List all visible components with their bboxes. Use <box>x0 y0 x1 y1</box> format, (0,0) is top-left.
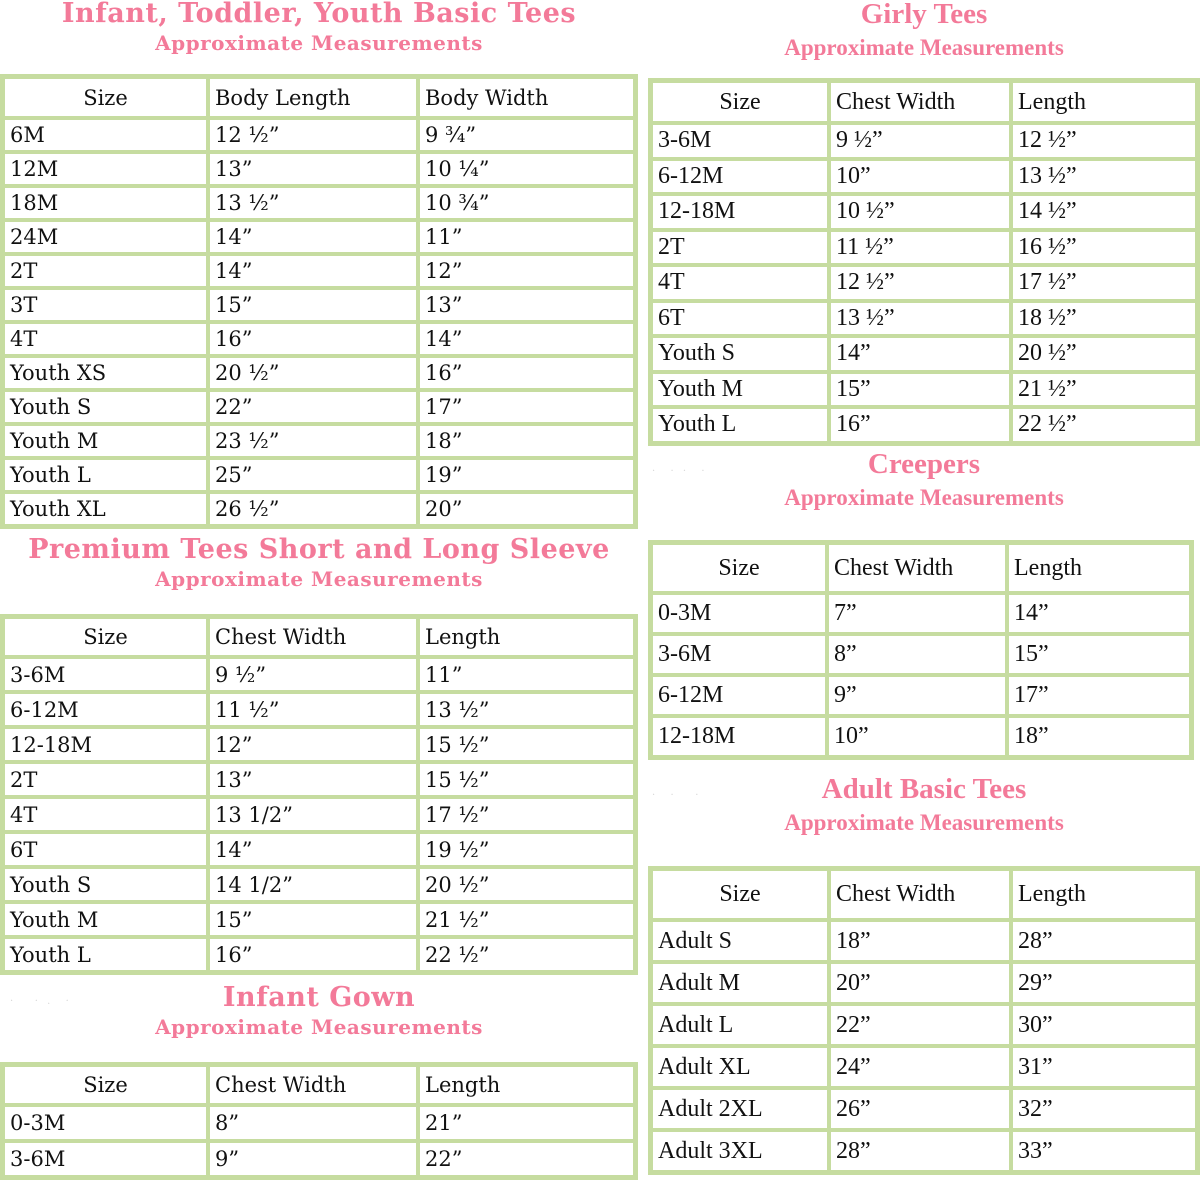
measurement-cell: 13” <box>418 288 635 322</box>
table-row <box>651 230 1197 266</box>
measurement-cell: 29” <box>1011 962 1197 1004</box>
adult-tees-subtitle: Approximate Measurements <box>784 810 1064 835</box>
measurement-cell: 19 ½” <box>418 832 635 867</box>
table-row <box>3 458 635 492</box>
measurement-cell: 12 ½” <box>829 265 1011 301</box>
basic-tees-heading <box>0 0 638 53</box>
column-header: Chest Width <box>208 617 418 657</box>
size-cell: 4T <box>3 322 208 356</box>
column-header: Size <box>651 81 829 123</box>
table-row <box>651 920 1197 962</box>
measurement-cell: 28” <box>829 1130 1011 1172</box>
measurement-cell: 14” <box>418 322 635 356</box>
measurement-cell: 9 ¾” <box>418 118 635 152</box>
measurement-cell: 13” <box>208 762 418 797</box>
measurement-cell: 10 ¾” <box>418 186 635 220</box>
size-cell: Youth L <box>3 458 208 492</box>
measurement-cell: 22” <box>418 1141 635 1177</box>
column-header: Chest Width <box>208 1065 418 1105</box>
measurement-cell: 20” <box>829 962 1011 1004</box>
size-cell: Adult 3XL <box>651 1130 829 1172</box>
measurement-cell: 15” <box>208 288 418 322</box>
size-cell: 12-18M <box>3 727 208 762</box>
measurement-cell: 17” <box>418 390 635 424</box>
size-cell: 0-3M <box>651 593 827 634</box>
measurement-cell: 14 1/2” <box>208 867 418 902</box>
size-cell: Youth S <box>3 390 208 424</box>
measurement-cell: 15” <box>1007 634 1191 675</box>
column-header: Size <box>3 617 208 657</box>
measurement-cell: 21 ½” <box>1011 372 1197 408</box>
table-row <box>651 336 1197 372</box>
measurement-cell: 10” <box>829 159 1011 195</box>
measurement-cell: 23 ½” <box>208 424 418 458</box>
creepers-title: Creepers <box>867 448 981 480</box>
measurement-cell: 17 ½” <box>418 797 635 832</box>
table-row <box>3 762 635 797</box>
measurement-cell: 14” <box>829 336 1011 372</box>
measurement-cell: 19” <box>418 458 635 492</box>
table-row <box>3 832 635 867</box>
measurement-cell: 10 ¼” <box>418 152 635 186</box>
measurement-cell: 14” <box>1007 593 1191 634</box>
measurement-cell: 15” <box>829 372 1011 408</box>
measurement-cell: 14” <box>208 254 418 288</box>
measurement-cell: 12” <box>418 254 635 288</box>
table-row <box>3 692 635 727</box>
column-header: Chest Width <box>829 869 1011 920</box>
column-header: Length <box>1011 869 1197 920</box>
premium-tees-subtitle: Approximate Measurements <box>155 567 483 591</box>
measurement-cell: 9” <box>208 1141 418 1177</box>
table-row <box>651 1004 1197 1046</box>
scan-speckle: · · · · <box>652 466 708 477</box>
table-row <box>3 254 635 288</box>
size-cell: Youth M <box>651 372 829 408</box>
table-row <box>3 867 635 902</box>
size-cell: 6T <box>651 301 829 337</box>
column-header: Size <box>3 77 208 118</box>
table-row <box>651 301 1197 337</box>
measurement-cell: 11” <box>418 657 635 692</box>
table-row <box>3 288 635 322</box>
table-row <box>3 220 635 254</box>
infant-gown-heading <box>0 984 638 1037</box>
measurement-cell: 33” <box>1011 1130 1197 1172</box>
table-row <box>3 424 635 458</box>
table-row <box>651 716 1191 757</box>
measurement-cell: 12” <box>208 727 418 762</box>
table-row <box>3 152 635 186</box>
measurement-cell: 20 ½” <box>1011 336 1197 372</box>
table-row <box>651 407 1197 443</box>
measurement-cell: 24” <box>829 1046 1011 1088</box>
size-cell: Youth L <box>651 407 829 443</box>
measurement-cell: 22 ½” <box>418 937 635 972</box>
size-cell: 2T <box>3 762 208 797</box>
size-cell: 3-6M <box>651 123 829 159</box>
size-cell: Youth M <box>3 424 208 458</box>
measurement-cell: 16” <box>829 407 1011 443</box>
size-cell: Youth L <box>3 937 208 972</box>
table-row <box>3 937 635 972</box>
measurement-cell: 11 ½” <box>208 692 418 727</box>
measurement-cell: 8” <box>208 1105 418 1141</box>
size-cell: Youth XL <box>3 492 208 526</box>
table-row <box>651 962 1197 1004</box>
measurement-cell: 18” <box>418 424 635 458</box>
size-cell: 6T <box>3 832 208 867</box>
table-row <box>3 657 635 692</box>
size-cell: Youth XS <box>3 356 208 390</box>
premium-tees-title: Premium Tees Short and Long Sleeve <box>28 534 610 565</box>
measurement-cell: 13 ½” <box>418 692 635 727</box>
measurement-cell: 11 ½” <box>829 230 1011 266</box>
basic-tees-table <box>0 74 638 529</box>
table-row <box>3 902 635 937</box>
size-cell: 3T <box>3 288 208 322</box>
size-cell: 24M <box>3 220 208 254</box>
measurement-cell: 32” <box>1011 1088 1197 1130</box>
size-cell: Adult 2XL <box>651 1088 829 1130</box>
measurement-cell: 31” <box>1011 1046 1197 1088</box>
measurement-cell: 16” <box>208 322 418 356</box>
creepers-table <box>648 540 1194 760</box>
column-header: Size <box>651 543 827 593</box>
size-cell: Youth S <box>651 336 829 372</box>
size-cell: 6M <box>3 118 208 152</box>
scan-speckle: · · · <box>652 790 702 801</box>
measurement-cell: 21 ½” <box>418 902 635 937</box>
measurement-cell: 13 ½” <box>829 301 1011 337</box>
size-cell: 18M <box>3 186 208 220</box>
adult-tees-title: Adult Basic Tees <box>821 773 1027 805</box>
size-cell: Youth M <box>3 902 208 937</box>
premium-tees-table <box>0 614 638 975</box>
measurement-cell: 20” <box>418 492 635 526</box>
measurement-cell: 15 ½” <box>418 762 635 797</box>
measurement-cell: 18” <box>829 920 1011 962</box>
premium-tees-heading <box>0 536 638 589</box>
size-cell: 6-12M <box>3 692 208 727</box>
girly-tees-subtitle: Approximate Measurements <box>784 35 1064 60</box>
table-row <box>651 1088 1197 1130</box>
measurement-cell: 14” <box>208 832 418 867</box>
measurement-cell: 21” <box>418 1105 635 1141</box>
measurement-cell: 12 ½” <box>208 118 418 152</box>
column-header: Length <box>418 617 635 657</box>
size-cell: 2T <box>651 230 829 266</box>
measurement-cell: 26” <box>829 1088 1011 1130</box>
measurement-cell: 16 ½” <box>1011 230 1197 266</box>
measurement-cell: 20 ½” <box>418 867 635 902</box>
table-row <box>3 356 635 390</box>
measurement-cell: 16” <box>208 937 418 972</box>
measurement-cell: 14 ½” <box>1011 194 1197 230</box>
measurement-cell: 9 ½” <box>829 123 1011 159</box>
adult-tees-heading <box>648 775 1200 834</box>
measurement-cell: 25” <box>208 458 418 492</box>
girly-tees-title: Girly Tees <box>860 0 988 30</box>
measurement-cell: 12 ½” <box>1011 123 1197 159</box>
table-row <box>651 634 1191 675</box>
size-cell: 6-12M <box>651 675 827 716</box>
measurement-cell: 9” <box>827 675 1007 716</box>
size-cell: 3-6M <box>651 634 827 675</box>
size-cell: 0-3M <box>3 1105 208 1141</box>
creepers-heading <box>648 450 1200 509</box>
table-row <box>3 186 635 220</box>
measurement-cell: 28” <box>1011 920 1197 962</box>
header-row <box>651 81 1197 123</box>
column-header: Length <box>1011 81 1197 123</box>
size-cell: 3-6M <box>3 657 208 692</box>
column-header: Size <box>651 869 829 920</box>
measurement-cell: 13 ½” <box>208 186 418 220</box>
header-row <box>3 1065 635 1105</box>
table-row <box>651 194 1197 230</box>
table-row <box>3 118 635 152</box>
table-row <box>3 492 635 526</box>
size-cell: Adult M <box>651 962 829 1004</box>
measurement-cell: 13 ½” <box>1011 159 1197 195</box>
table-row <box>651 1046 1197 1088</box>
table-row <box>651 265 1197 301</box>
measurement-cell: 10 ½” <box>829 194 1011 230</box>
header-row <box>3 77 635 118</box>
measurement-cell: 26 ½” <box>208 492 418 526</box>
table-row <box>3 1141 635 1177</box>
table-row <box>3 727 635 762</box>
measurement-cell: 16” <box>418 356 635 390</box>
table-row <box>3 322 635 356</box>
size-cell: 12M <box>3 152 208 186</box>
column-header: Body Length <box>208 77 418 118</box>
infant-gown-table <box>0 1062 638 1180</box>
size-cell: Adult S <box>651 920 829 962</box>
table-row <box>3 390 635 424</box>
measurement-cell: 10” <box>827 716 1007 757</box>
table-row <box>651 675 1191 716</box>
measurement-cell: 13” <box>208 152 418 186</box>
size-cell: 2T <box>3 254 208 288</box>
measurement-cell: 9 ½” <box>208 657 418 692</box>
measurement-cell: 22” <box>829 1004 1011 1046</box>
measurement-cell: 7” <box>827 593 1007 634</box>
column-header: Chest Width <box>827 543 1007 593</box>
measurement-cell: 13 1/2” <box>208 797 418 832</box>
infant-gown-title: Infant Gown <box>222 982 416 1013</box>
column-header: Chest Width <box>829 81 1011 123</box>
table-row <box>651 159 1197 195</box>
table-row <box>651 123 1197 159</box>
size-cell: Adult XL <box>651 1046 829 1088</box>
creepers-subtitle: Approximate Measurements <box>784 485 1064 510</box>
header-row <box>651 543 1191 593</box>
measurement-cell: 22 ½” <box>1011 407 1197 443</box>
measurement-cell: 30” <box>1011 1004 1197 1046</box>
measurement-cell: 8” <box>827 634 1007 675</box>
measurement-cell: 15 ½” <box>418 727 635 762</box>
column-header: Length <box>418 1065 635 1105</box>
size-cell: 3-6M <box>3 1141 208 1177</box>
table-row <box>651 372 1197 408</box>
measurement-cell: 17 ½” <box>1011 265 1197 301</box>
size-cell: 4T <box>3 797 208 832</box>
column-header: Length <box>1007 543 1191 593</box>
table-row <box>651 593 1191 634</box>
column-header: Size <box>3 1065 208 1105</box>
measurement-cell: 22” <box>208 390 418 424</box>
girly-tees-table <box>648 78 1200 446</box>
measurement-cell: 17” <box>1007 675 1191 716</box>
table-row <box>3 797 635 832</box>
size-cell: Youth S <box>3 867 208 902</box>
measurement-cell: 11” <box>418 220 635 254</box>
measurement-cell: 20 ½” <box>208 356 418 390</box>
size-cell: 6-12M <box>651 159 829 195</box>
girly-tees-heading <box>648 0 1200 59</box>
basic-tees-title: Infant, Toddler, Youth Basic Tees <box>61 0 577 29</box>
table-row <box>3 1105 635 1141</box>
column-header: Body Width <box>418 77 635 118</box>
header-row <box>651 869 1197 920</box>
infant-gown-subtitle: Approximate Measurements <box>155 1015 483 1039</box>
size-cell: 12-18M <box>651 194 829 230</box>
measurement-cell: 14” <box>208 220 418 254</box>
size-cell: 4T <box>651 265 829 301</box>
header-row <box>3 617 635 657</box>
measurement-cell: 18 ½” <box>1011 301 1197 337</box>
measurement-cell: 15” <box>208 902 418 937</box>
size-cell: 12-18M <box>651 716 827 757</box>
table-row <box>651 1130 1197 1172</box>
scan-speckle: · · . · <box>10 996 72 1007</box>
adult-tees-table <box>648 866 1200 1175</box>
basic-tees-subtitle: Approximate Measurements <box>155 31 483 55</box>
size-cell: Adult L <box>651 1004 829 1046</box>
measurement-cell: 18” <box>1007 716 1191 757</box>
